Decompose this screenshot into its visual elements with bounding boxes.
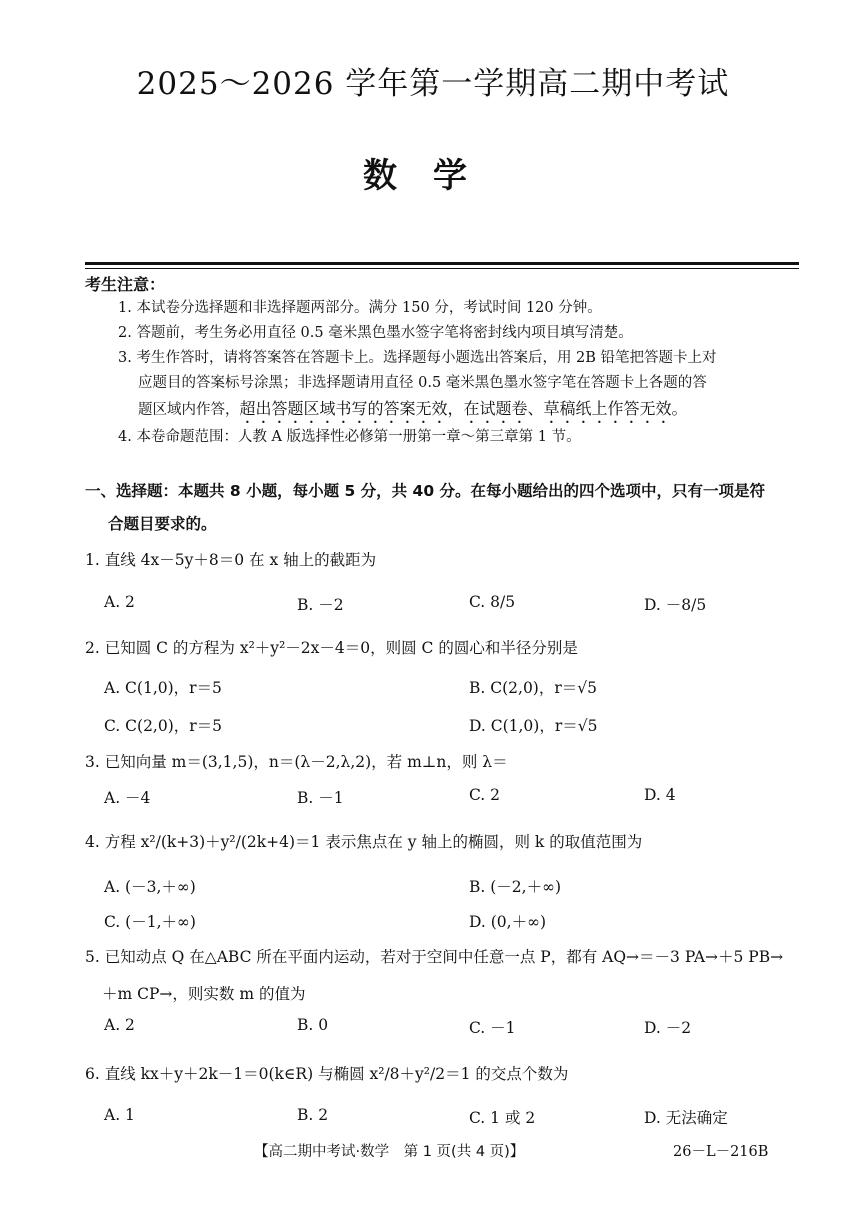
question-3-option-b: B. －1 [297,789,344,807]
question-3-option-c: C. 2 [469,786,501,804]
notice-item-4: 4. 本卷命题范围：人教 A 版选择性必修第一册第一章～第三章第 1 节。 [118,429,581,445]
notice-item-3-line1: 3. 考生作答时，请将答案答在答题卡上。选择题每小题选出答案后，用 2B 铅笔把答题卡上对 [118,350,717,366]
question-2-option-d: D. C(1,0)，r＝√5 [469,717,598,735]
question-5-option-c: C. －1 [469,1019,516,1037]
question-3-stem: 3. 已知向量 m＝(3,1,5)，n＝(λ－2,λ,2)，若 m⊥n，则 λ＝ [85,753,508,771]
header-divider-thick [85,262,799,265]
exam-title: 2025～2026 学年第一学期高二期中考试 [136,66,730,102]
question-4-option-c: C. (－1,＋∞) [104,913,196,931]
notice-item-3-prefix: 题区域内作答， [138,402,240,418]
question-3-option-a: A. －4 [104,789,151,807]
question-6-option-c: C. 1 或 2 [469,1109,536,1127]
header-divider-thin [85,268,799,269]
notice-item-1: 1. 本试卷分选择题和非选择题两部分。满分 150 分，考试时间 120 分钟。 [118,300,602,316]
notice-item-2: 2. 答题前，考生务必用直径 0.5 毫米黑色墨水签字笔将密封线内项目填写清楚。 [118,325,633,341]
notice-item-3-emphasis: 超出答题区域书写的答案无效，在试题卷、草稿纸上作答无效。 [239,399,688,418]
question-4-option-b: B. (－2,＋∞) [469,878,562,896]
question-2-option-c: C. C(2,0)，r＝5 [104,717,223,735]
footer-page-info: 【高二期中考试·数学 第 1 页(共 4 页)】 [254,1144,525,1160]
notice-item-3-line3 [138,396,688,427]
question-6-option-d: D. 无法确定 [644,1109,728,1127]
question-6-stem: 6. 直线 kx＋y＋2k－1＝0(k∈R) 与椭圆 x²/8＋y²/2＝1 的交点个数为 [85,1065,569,1083]
question-2-option-a: A. C(1,0)，r＝5 [104,679,222,697]
question-2-option-b: B. C(2,0)，r＝√5 [469,679,597,697]
question-5-option-a: A. 2 [104,1016,135,1034]
section-heading-cont: 合题目要求的。 [108,515,217,533]
question-6-option-b: B. 2 [297,1106,329,1124]
question-1-option-a: A. 2 [104,593,135,611]
question-1-option-b: B. －2 [297,596,344,614]
question-5-option-d: D. －2 [644,1019,692,1037]
subject-title: 数学 [363,156,503,196]
question-4-stem: 4. 方程 x²/(k+3)＋y²/(2k+4)＝1 表示焦点在 y 轴上的椭圆，则 k 的取值范围为 [85,833,643,851]
question-5-option-b: B. 0 [297,1016,329,1034]
footer-code: 26－L－216B [673,1144,769,1160]
notice-item-3-line2: 应题目的答案标号涂黑；非选择题请用直径 0.5 毫米黑色墨水签字笔在答题卡上各题的答 [138,375,707,391]
notice-heading: 考生注意： [85,275,166,294]
section-heading: 一、选择题：本题共 8 小题，每小题 5 分，共 40 分。在每小题给出的四个选项中，只有一项是符 [85,482,766,500]
question-5-stem-line1: 5. 已知动点 Q 在△ABC 所在平面内运动，若对于空间中任意一点 P，都有 AQ→＝－3 PA→＋5 PB→ [85,948,784,966]
question-6-option-a: A. 1 [104,1106,135,1124]
question-4-option-a: A. (－3,＋∞) [104,878,196,896]
question-1-option-c: C. 8/5 [469,593,516,611]
question-2-stem: 2. 已知圆 C 的方程为 x²＋y²－2x－4＝0，则圆 C 的圆心和半径分别是 [85,639,578,657]
question-4-option-d: D. (0,＋∞) [469,913,547,931]
question-1-stem: 1. 直线 4x－5y＋8＝0 在 x 轴上的截距为 [85,551,377,569]
question-5-stem-line2: ＋m CP→，则实数 m 的值为 [102,985,306,1003]
question-1-option-d: D. －8/5 [644,596,707,614]
question-3-option-d: D. 4 [644,786,676,804]
